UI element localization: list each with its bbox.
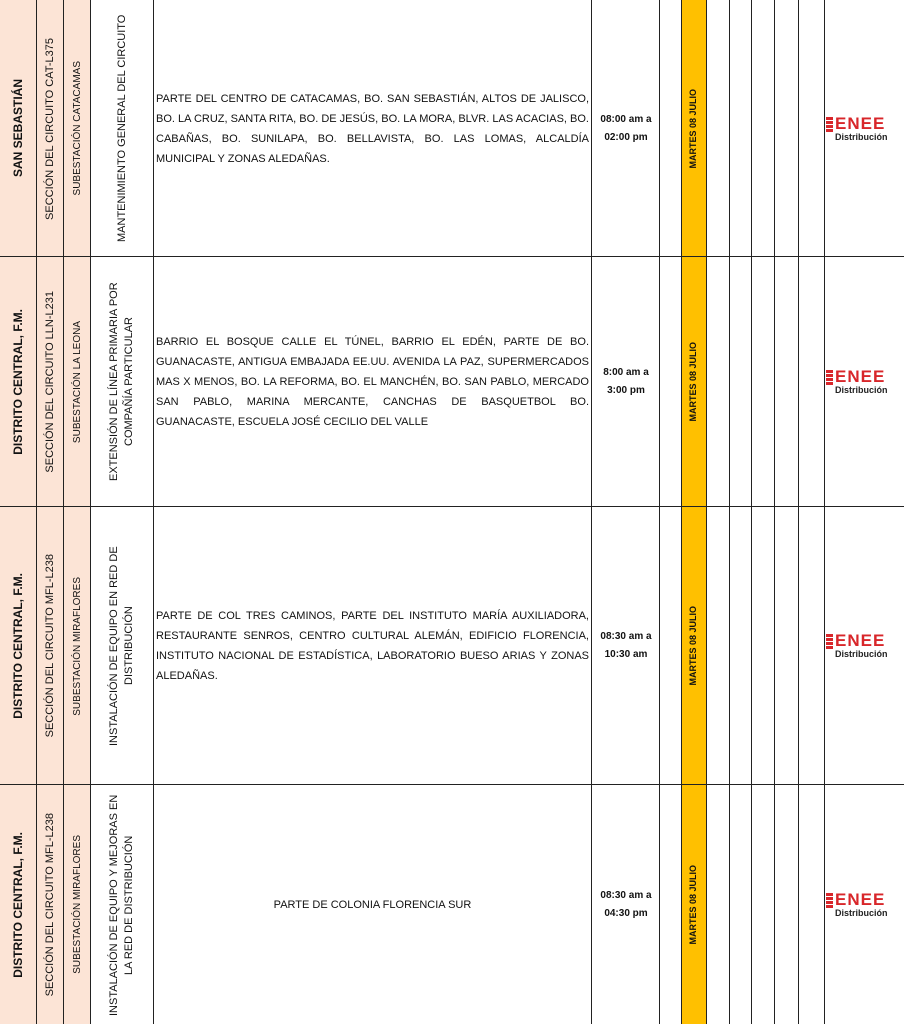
circuit-section-label: SECCIÓN DEL CIRCUITO CAT-L375 [43,37,56,220]
logo-wordmark: ENEE [835,631,886,650]
affected-areas-cell [153,507,592,785]
grid-line [63,0,64,1024]
circuit-section-cell [36,0,64,257]
grid-line [90,0,91,1024]
date-label: MARTES 08 JULIO [688,342,699,422]
enee-logo [826,367,904,397]
time-end: 10:30 am [604,649,648,660]
table-row [0,0,904,257]
work-type-cell [91,507,153,785]
work-type-cell [91,257,153,507]
enee-logo [826,114,904,144]
logo-cell [824,785,904,1024]
substation-label: SUBESTACIÓN MIRAFLORES [71,835,83,974]
circuit-section-label: SECCIÓN DEL CIRCUITO MFL-L238 [43,812,56,997]
zone-label: DISTRITO CENTRAL, F.M. [10,309,25,455]
empty-cell [660,0,681,257]
logo-cell [824,507,904,785]
zone-cell [0,0,36,257]
time-start: 08:30 am a [600,889,652,901]
empty-cell [660,507,681,785]
grid-line [774,0,775,1024]
circuit-section-label: SECCIÓN DEL CIRCUITO LLN-L231 [43,291,56,473]
date-cell [681,257,706,507]
zone-cell [0,785,36,1024]
table-row [0,257,904,507]
time-end: 02:00 pm [604,131,648,143]
affected-areas-cell [153,257,592,507]
logo-wordmark: ENEE [835,113,886,133]
affected-areas-text: PARTE DE COLONIA FLORENCIA SUR [273,898,472,911]
grid-line [824,0,825,1024]
affected-areas-cell [153,0,592,257]
grid-line [36,0,37,1024]
logo-subtitle: Distribución [835,649,888,659]
logo-subtitle: Distribución [835,385,888,395]
logo-wordmark: ENEE [835,367,886,386]
enee-logo-icon [826,370,833,386]
zone-label: SAN SEBASTIÁN [10,79,25,178]
zone-label: DISTRITO CENTRAL, F.M. [10,573,25,719]
work-type-cell [91,785,153,1024]
date-cell [681,0,706,257]
enee-logo [826,631,904,661]
substation-label: SUBESTACIÓN LA LEONA [71,320,83,444]
grid-line [659,0,660,1024]
empty-cell [660,257,681,507]
affected-areas-cell [153,785,592,1024]
circuit-section-cell [36,507,64,785]
zone-cell [0,257,36,507]
logo-cell [824,0,904,257]
logo-subtitle: Distribución [835,907,888,918]
grid-line [681,0,682,1024]
zone-cell [0,507,36,785]
enee-logo [826,890,904,920]
substation-cell [64,785,91,1024]
grid-line [153,0,154,1024]
table-row [0,785,904,1024]
substation-cell [64,0,91,257]
table-row [0,507,904,785]
grid-line [591,0,592,1024]
logo-wordmark: ENEE [835,889,886,909]
substation-cell [64,257,91,507]
time-cell [592,507,660,785]
date-cell [681,507,706,785]
date-label: MARTES 08 JULIO [688,88,699,169]
grid-line [706,0,707,1024]
work-type-label: EXTENSIÓN DE LÍNEA PRIMARIA POR COMPAÑÍA PARTICULAR [108,282,135,482]
time-start: 08:30 am a [600,631,652,642]
circuit-section-cell [36,785,64,1024]
time-cell [592,257,660,507]
time-end: 3:00 pm [607,385,645,396]
circuit-section-cell [36,257,64,507]
grid-line [729,0,730,1024]
empty-cell [660,785,681,1024]
affected-areas-text: PARTE DEL CENTRO DE CATACAMAS, BO. SAN SEBASTIÁN, ALTOS DE JALISCO, BO. LA CRUZ, SANTA RITA, BO. DE JESÚS, BO. LA MORA, BLVR. LAS ACACIAS, BO. CABAÑAS, BO. SUNILAPA, BO. BELLAVISTA, BO. LAS LOMAS, ALCALDÍA MUNICIPAL Y ZONAS ALEDAÑAS. [156,92,589,165]
enee-logo-icon [826,634,833,650]
grid-line [0,784,904,785]
circuit-section-label: SECCIÓN DEL CIRCUITO MFL-L238 [43,554,56,738]
substation-label: SUBESTACIÓN MIRAFLORES [71,576,83,716]
grid-line [0,256,904,257]
time-end: 04:30 pm [604,907,648,919]
date-cell [681,785,706,1024]
logo-subtitle: Distribución [835,131,888,142]
work-type-label: INSTALACIÓN DE EQUIPO EN RED DE DISTRIBUCIÓN [108,546,135,746]
affected-areas-text: PARTE DE COL TRES CAMINOS, PARTE DEL INSTITUTO MARÍA AUXILIADORA, RESTAURANTE SENROS, CENTRO CULTURAL ALEMÁN, EDIFICIO FLORENCIA, INSTITUTO NACIONAL DE ESTADÍSTICA, LABORATORIO BUESO ARIAS Y ZONAS ALEDAÑAS. [156,610,589,682]
substation-cell [64,507,91,785]
logo-cell [824,257,904,507]
time-start: 8:00 am a [603,367,649,378]
enee-logo-icon [826,117,833,133]
work-type-label: MANTENIMIENTO GENERAL DEL CIRCUITO [115,14,128,243]
enee-logo-icon [826,893,833,909]
work-type-label: INSTALACIÓN DE EQUIPO Y MEJORAS EN LA RED DE DISTRIBUCIÓN [108,793,135,1016]
time-start: 08:00 am a [600,113,652,125]
time-cell [592,0,660,257]
grid-line [798,0,799,1024]
grid-line [751,0,752,1024]
date-label: MARTES 08 JULIO [688,606,699,686]
affected-areas-text: BARRIO EL BOSQUE CALLE EL TÚNEL, BARRIO EL EDÉN, PARTE DE BO. GUANACASTE, ANTIGUA EMBAJADA EE.UU. AVENIDA LA PAZ, SUPERMERCADOS MAS X MENOS, BO. LA REFORMA, BO. EL MANCHÉN, BO. SAN PABLO, MERCADO SAN PABLO, MARINA MERCANTE, CANCHAS DE BASQUETBOL BO. GUANACASTE, ESCUELA JOSÉ CECILIO DEL VALLE [156,336,589,428]
substation-label: SUBESTACIÓN CATACAMAS [71,61,83,196]
date-label: MARTES 08 JULIO [688,864,699,945]
work-type-cell [91,0,153,257]
zone-label: DISTRITO CENTRAL, F.M. [10,831,25,978]
grid-line [0,506,904,507]
time-cell [592,785,660,1024]
